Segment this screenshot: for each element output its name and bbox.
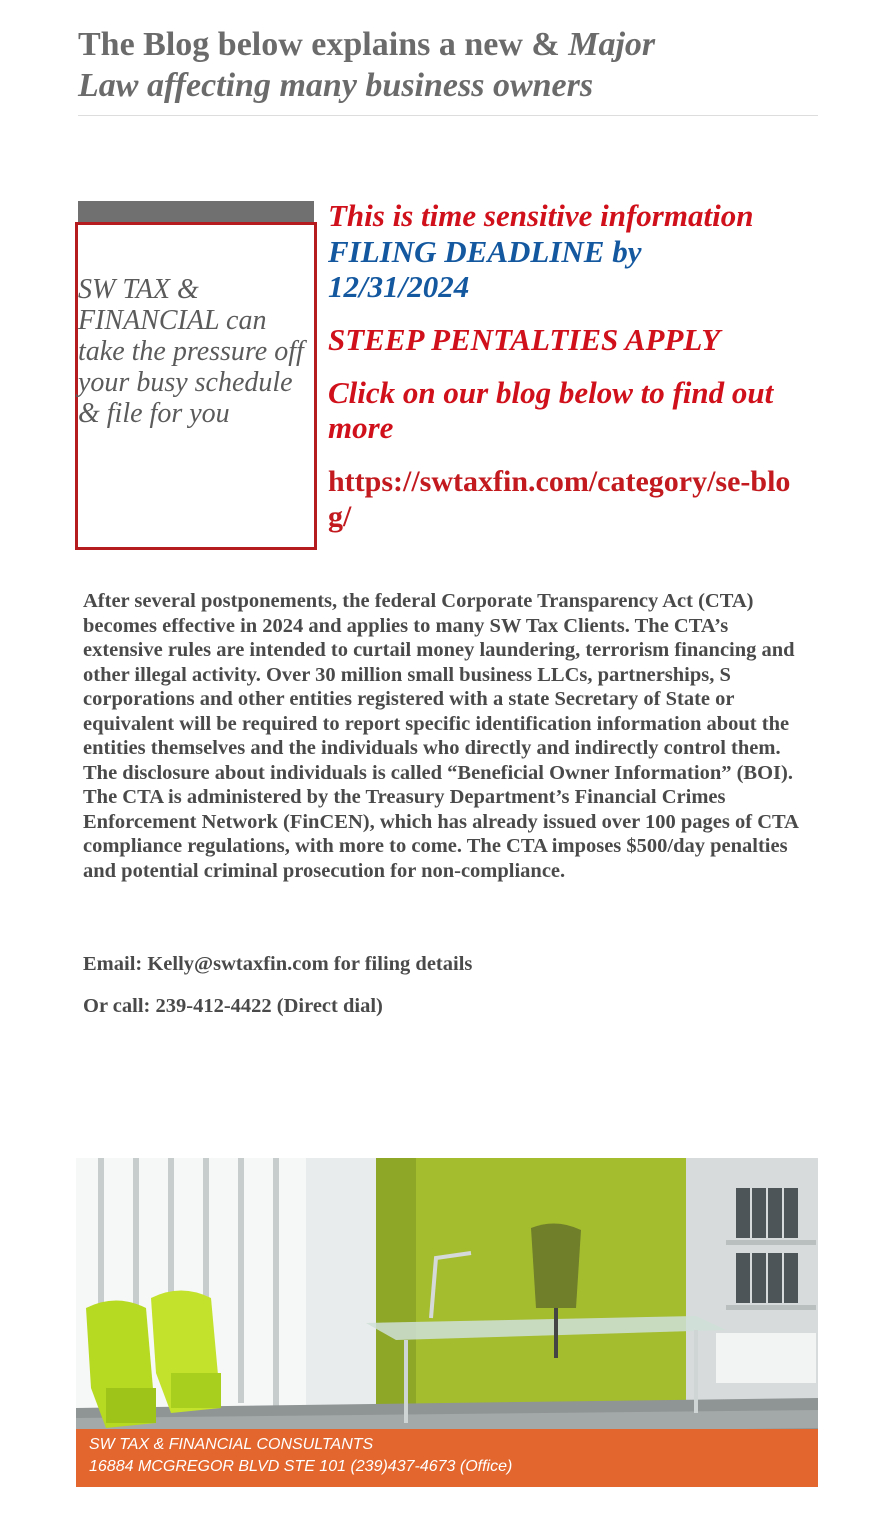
box-header-bar bbox=[78, 201, 314, 223]
footer-company: SW TAX & FINANCIAL CONSULTANTS bbox=[89, 1436, 374, 1453]
blog-link[interactable]: https://swtaxfin.com/category/se-blog/ bbox=[328, 465, 791, 533]
deadline-date: 12/31/2024 bbox=[328, 269, 470, 304]
deadline-label: FILING DEADLINE by bbox=[328, 234, 642, 269]
email-line: Email: Kelly@swtaxfin.com for filing details bbox=[83, 953, 473, 975]
blog-call-to-action: Click on our blog below to find out more bbox=[328, 375, 774, 445]
promo-box-text: SW TAX & FINANCIAL can take the pressure off your busy schedule & file for you bbox=[78, 274, 304, 429]
headline-emphasis: Major bbox=[568, 26, 656, 63]
penalties-warning: STEEP PENTALTIES APPLY bbox=[328, 322, 721, 357]
article-body: After several postponements, the federal Corporate Transparency Act (CTA) becomes effective in 2024 and applies to many SW Tax Clients. The CTA’s extensive rules are intended to curtail money laundering, terrorism financing and other illegal activity. Over 30 million small business LLCs, partnerships, S corporations and other entities registered with a state Secretary of State or equivalent will be required to report specific identification information about the entities themselves and the individuals who directly and indirectly control them. The disclosure about individuals is called “Beneficial Owner Information” (BOI). The CTA is administered by the Treasury Department’s Financial Crimes Enforcement Network (FinCEN), which has already issued over 100 pages of CTA compliance regulations, with more to come. The CTA imposes $500/day penalties and potential criminal prosecution for non-compliance. bbox=[83, 590, 798, 882]
headline-text: The Blog below explains a new & bbox=[78, 26, 569, 63]
footer-address: 16884 MCGREGOR BLVD STE 101 (239)437-4673 (Office) bbox=[89, 1458, 513, 1475]
header-divider bbox=[78, 115, 818, 116]
time-sensitive-notice: This is time sensitive information bbox=[328, 198, 754, 233]
phone-line: Or call: 239-412-4422 (Direct dial) bbox=[83, 995, 383, 1017]
page-headline bbox=[78, 24, 818, 106]
headline-subline: Law affecting many business owners bbox=[78, 67, 594, 104]
